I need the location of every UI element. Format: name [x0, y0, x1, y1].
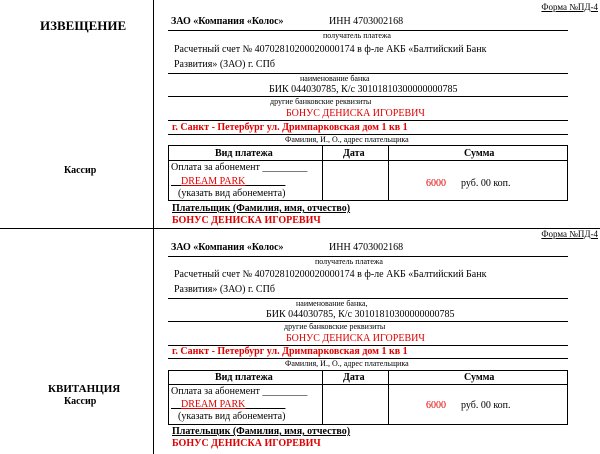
payer-caption-receipt: Фамилия, И., О., адрес плательщика — [285, 359, 409, 368]
bank-caption: наименование банка — [300, 74, 370, 83]
company-name-receipt: ЗАО «Компания «Колос» — [171, 242, 284, 253]
account-line-2: Развития» (ЗАО) г. СПб — [174, 59, 275, 70]
col-type: Вид платежа — [215, 148, 273, 159]
col-sum: Сумма — [464, 148, 495, 159]
col-date-receipt: Дата — [343, 372, 365, 383]
form-label-receipt: Форма №ПД-4 — [541, 229, 598, 239]
account-line-1-receipt: Расчетный счет № 40702810200020000174 в ф-ле АКБ «Балтийский Банк — [174, 269, 487, 280]
inn: ИНН 4703002168 — [329, 16, 404, 27]
service-line-receipt: __DREAM PARK________ — [171, 399, 286, 410]
amount: 6000 — [426, 178, 446, 189]
amount-receipt: 6000 — [426, 400, 446, 411]
bank-caption-receipt: наименование банка, — [296, 299, 368, 308]
service-name-receipt: DREAM PARK — [181, 399, 246, 410]
payer-address-receipt: г. Санкт - Петербург ул. Дримпарковская дом 1 кв 1 — [172, 346, 408, 357]
payer-sign: БОНУС ДЕНИСКА ИГОРЕВИЧ — [172, 215, 321, 226]
recipient-caption-receipt: получатель платежа — [315, 257, 383, 266]
payer-sign-receipt: БОНУС ДЕНИСКА ИГОРЕВИЧ — [172, 438, 321, 449]
amount-suffix: руб. 00 коп. — [461, 178, 511, 189]
bank-details-caption: другие банковские реквизиты — [270, 97, 372, 106]
payer-label-receipt: Плательщик (Фамилия, имя, отчество) — [172, 426, 351, 437]
company-name: ЗАО «Компания «Колос» — [171, 16, 284, 27]
payer-name: БОНУС ДЕНИСКА ИГОРЕВИЧ — [286, 108, 425, 119]
left-title-receipt: КВИТАНЦИЯ — [48, 383, 121, 395]
left-cashier-receipt: Кассир — [64, 396, 97, 407]
left-cashier: Кассир — [64, 165, 97, 176]
section-divider — [0, 228, 600, 229]
recipient-caption: получатель платежа — [323, 31, 391, 40]
account-line-1 — [174, 44, 486, 55]
amount-suffix-receipt: руб. 00 коп. — [461, 400, 511, 411]
payer-caption: Фамилия, И., О., адрес плательщика — [285, 135, 409, 144]
vertical-divider — [153, 0, 154, 454]
bank-details-caption-receipt: другие банковские реквизиты — [284, 322, 386, 331]
form-label: Форма №ПД-4 — [541, 2, 598, 12]
account-text-1: Расчетный счет № 40702810200020000174 в ф-ле АКБ «Балтийский Банк — [174, 44, 487, 55]
service-name: DREAM PARK — [181, 176, 246, 187]
payer-address: г. Санкт - Петербург ул. Дримпарковская дом 1 кв 1 — [172, 122, 408, 133]
payment-line: Оплата за абонемент _________ — [171, 162, 308, 173]
bik-receipt: БИК 044030785, К/с 30101810300000000785 — [266, 309, 455, 320]
account-line-2-receipt: Развития» (ЗАО) г. СПб — [174, 284, 275, 295]
col-sum-receipt: Сумма — [464, 372, 495, 383]
payer-label: Плательщик (Фамилия, имя, отчество) — [172, 203, 351, 214]
bik: БИК 044030785, К/с 30101810300000000785 — [269, 84, 458, 95]
left-title: ИЗВЕЩЕНИЕ — [40, 18, 127, 33]
service-line: __DREAM PARK________ — [171, 176, 286, 187]
payer-name-receipt: БОНУС ДЕНИСКА ИГОРЕВИЧ — [286, 333, 425, 344]
col-type-receipt: Вид платежа — [215, 372, 273, 383]
service-hint-receipt: (указать вид абонемента) — [178, 411, 286, 422]
inn-receipt: ИНН 4703002168 — [329, 242, 404, 253]
payment-line-receipt: Оплата за абонемент _________ — [171, 386, 308, 397]
col-date: Дата — [343, 148, 365, 159]
service-hint: (указать вид абонемента) — [178, 188, 286, 199]
